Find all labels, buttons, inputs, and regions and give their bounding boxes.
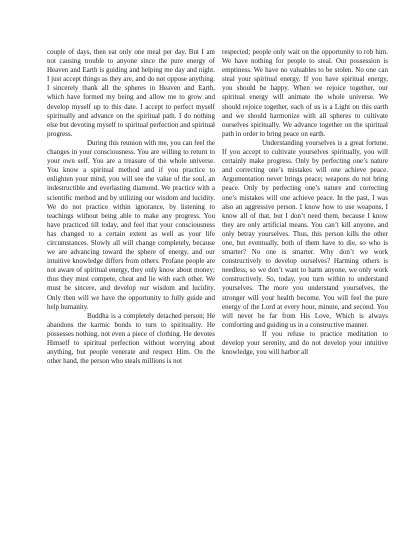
paragraph: Buddha is a completely detached person; He abandons the karmic bonds to turn to spirituality. He possesses nothing, not even a piece of clothing. He devotes Himself to spiritual perfection without worrying about anything, but people venerate and respect Him. On the other hand, the person who steals millions is not [47,311,215,366]
paragraph: Understanding yourselves is a great fortune. If you accept to cultivate yourselves spiritually, you will certainly make progress. Only by perfecting one’s nature and correcting one’s mistakes will one achieve peace. Argumentation never brings peace; weapons do not bring peace. Only by perfecting one’s nature and correcting one’s mistakes will one achieve peace. In the past, I was also an aggressive person. I know how to use weapons, I know all of that, but I don’t need them, because I know they are only artificial means. You can’t kill anyone, and only betray yourselves. Thus, this person kills the other one, but eventually, both of them have to die, so who is smarter? No one is smarter. Why don’t we work constructively to develop ourselves? Harming others is needless, so we don’t want to harm anyone, we only work constructively. So, today, you turn within to understand yourselves. The more you understand yourselves, the stronger will your health become. You will feel the pure energy of the Lord at every hour, minute, and second. You will never be far from His Love, Which is always comforting and guiding us in a constructive manner. [222,138,388,329]
left-column [47,48,215,366]
paragraph: If you refuse to practice meditation to develop your serenity, and do not develop your intuitive knowledge, you will harbor all [222,329,388,357]
paragraph: respected; people only wait on the opportunity to rob him. We have nothing for people to steal. Our possession is emptiness. We have no valuables to be stolen. No one can steal your spiritual energy. If you have spiritual energy, you should be happy. When we rejoice together, our spiritual energy will animate the whole universe. We should rejoice together, each of us is a Light on this earth and we should harmonize with all spheres to cultivate ourselves spiritually. We advance together on the spiritual path in order to bring peace on earth. [222,48,388,138]
right-column [222,48,388,357]
paragraph: couple of days, then eat only one meal per day. But I am not causing trouble to anyone since the pure energy of Heaven and Earth is guiding and helping me day and night. I just accept things as they are, and do not oppose anything. I sincerely thank all the spheres in Heaven and Earth, which have formed my being and allow me to grow and develop myself up to this date. I accept to perfect myself spiritually and advance on the spiritual path. I do nothing else but devoting myself to spiritual perfection and spiritual progress. [47,48,215,138]
paragraph: During this reunion with me, you can feel the changes in your consciousness. You are willing to return to your own self. You are a treasure of the whole universe. You know a spiritual method and if you practice to enlighten your mind, you will see the value of the soul, an indestructible and everlasting diamond. We practice with a scientific method and by utilizing our wisdom and lucidity. We do not practice within ignorance, by listening to teachings without being able to make any progress. You have practiced till today, and feel that your consciousness has changed to a certain extent as well as your life circumstances. Slowly all will change completely, because we are advancing toward the sphere of energy, and our intuitive knowledge differs from others. Profane people are not aware of spiritual energy, they only know about money; thus they must compete, cheat and lie with each other. We must be sincere, and develop our wisdom and lucidity. Only then will we have the opportunity to fully guide and help humanity. [47,138,215,311]
